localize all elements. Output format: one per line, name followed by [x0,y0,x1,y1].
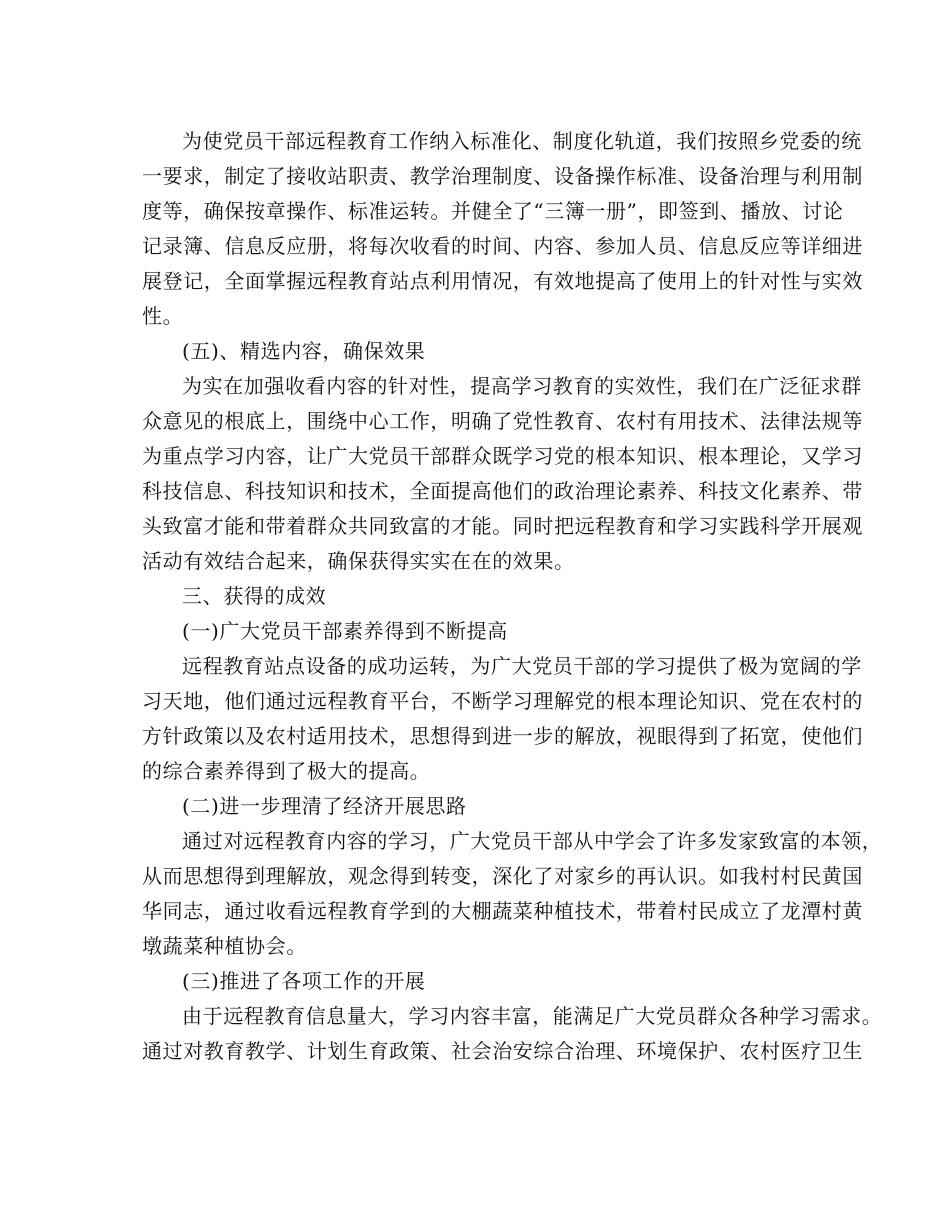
text-line: 远程教育站点设备的成功运转，为广大党员干部的学习提供了极为宽阔的学 [182,654,862,678]
text-line: 头致富才能和带着群众共同致富的才能。同时把远程教育和学习实践科学开展观 [142,514,863,538]
text-line: 众意见的根底上，围绕中心工作，明确了党性教育、农村有用技术、法律法规等 [142,409,863,433]
text-line: 记录簿、信息反应册，将每次收看的时间、内容、参加人员、信息反应等详细进 [142,234,863,258]
text-line: 方针政策以及农村适用技术，思想得到进一步的解放，视眼得到了拓宽，使他们 [142,724,863,748]
text-line: 科技信息、科技知识和技术，全面提高他们的政治理论素养、科技文化素养、带 [142,479,863,503]
text-line: 华同志，通过收看远程教育学到的大棚蔬菜种植技术，带着村民成立了龙潭村黄 [142,899,863,923]
text-line: 通过对远程教育内容的学习，广大党员干部从中学会了许多发家致富的本领， [182,829,883,853]
text-line: 一要求，制定了接收站职责、教学治理制度、设备操作标准、设备治理与利用制 [142,164,863,188]
document-body [142,124,883,1069]
text-line: 度等，确保按章操作、标准运转。并健全了“三簿一册”，即签到、播放、讨论 [142,199,844,223]
text-line: 为重点学习内容，让广大党员干部群众既学习党的根本知识、根本理论，又学习 [142,444,863,468]
text-line: 从而思想得到理解放，观念得到转变，深化了对家乡的再认识。如我村村民黄国 [142,864,863,888]
text-line: 通过对教育教学、计划生育政策、社会治安综合治理、环境保护、农村医疗卫生 [142,1039,863,1063]
text-line: 为实在加强收看内容的针对性，提高学习教育的实效性，我们在广泛征求群 [182,374,862,398]
section-heading: (一)广大党员干部素养得到不断提高 [182,619,508,643]
text-line: 习天地，他们通过远程教育平台，不断学习理解党的根本理论知识、党在农村的 [142,689,863,713]
section-heading: (二)进一步理清了经济开展思路 [182,794,467,818]
text-line: 为使党员干部远程教育工作纳入标准化、制度化轨道，我们按照乡党委的统 [182,129,862,153]
section-heading: (三)推进了各项工作的开展 [182,969,426,993]
text-line: 的综合素养得到了极大的提高。 [142,759,431,783]
text-line: 由于远程教育信息量大，学习内容丰富，能满足广大党员群众各种学习需求。 [182,1004,883,1028]
text-line: 展登记，全面掌握远程教育站点利用情况，有效地提高了使用上的针对性与实效 [142,269,863,293]
text-line: 活动有效结合起来，确保获得实实在在的效果。 [142,549,575,573]
text-line: 性。 [142,304,184,328]
text-line: 墩蔬菜种植协会。 [142,934,307,958]
section-heading: (五)、精选内容，确保效果 [182,339,426,363]
section-heading: 三、获得的成效 [182,584,327,608]
